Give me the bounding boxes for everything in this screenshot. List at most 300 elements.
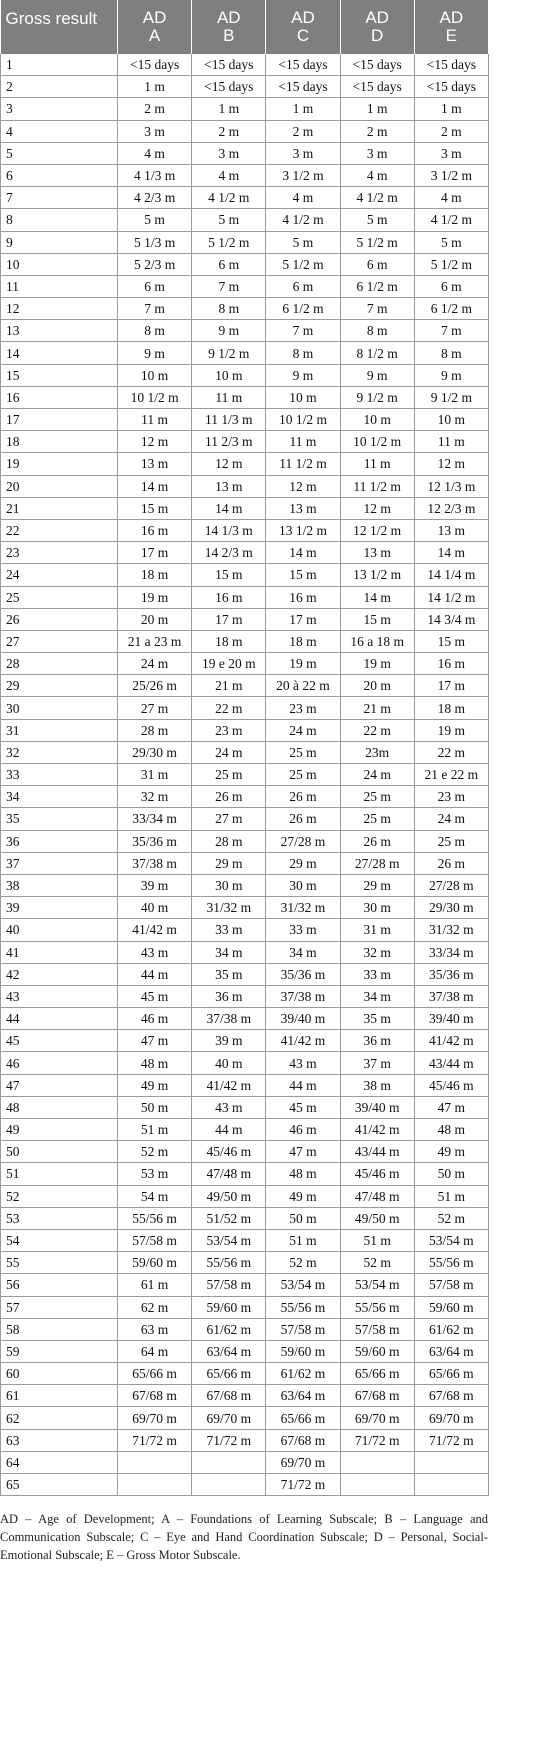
age-cell-b: 16 m [192, 586, 266, 608]
table-row [1, 1207, 489, 1229]
table-row [1, 54, 489, 76]
header-ad-label: AD [142, 8, 167, 27]
age-cell-a: 8 m [118, 320, 192, 342]
age-cell-e: 48 m [414, 1119, 488, 1141]
age-cell-d: 4 1/2 m [340, 187, 414, 209]
table-row [1, 519, 489, 541]
table-row [1, 1030, 489, 1052]
age-cell-e: 21 e 22 m [414, 764, 488, 786]
age-cell-c: 49 m [266, 1185, 340, 1207]
age-cell-a: 9 m [118, 342, 192, 364]
age-cell-a: 69/70 m [118, 1407, 192, 1429]
age-cell-d: 25 m [340, 786, 414, 808]
age-cell-d: 13 1/2 m [340, 564, 414, 586]
age-cell-b: 39 m [192, 1030, 266, 1052]
age-cell-a: 13 m [118, 453, 192, 475]
age-cell-b: 33 m [192, 919, 266, 941]
age-cell-c: 26 m [266, 786, 340, 808]
gross-result-cell: 5 [1, 142, 118, 164]
header-ad-a [118, 0, 192, 54]
table-row [1, 919, 489, 941]
age-cell-a: 59/60 m [118, 1252, 192, 1274]
age-cell-e: 14 m [414, 542, 488, 564]
age-cell-b: <15 days [192, 54, 266, 76]
gross-result-cell: 19 [1, 453, 118, 475]
age-cell-b: 25 m [192, 764, 266, 786]
age-cell-b: 7 m [192, 275, 266, 297]
age-cell-c: 52 m [266, 1252, 340, 1274]
gross-result-cell: 44 [1, 1008, 118, 1030]
age-cell-a: 24 m [118, 653, 192, 675]
age-cell-c: 6 1/2 m [266, 298, 340, 320]
gross-result-cell: 52 [1, 1185, 118, 1207]
table-row [1, 586, 489, 608]
gross-result-cell: 15 [1, 364, 118, 386]
age-cell-c: 8 m [266, 342, 340, 364]
age-cell-a: 20 m [118, 608, 192, 630]
age-cell-b: <15 days [192, 76, 266, 98]
gross-result-cell: 43 [1, 985, 118, 1007]
age-cell-a [118, 1474, 192, 1496]
age-cell-d: 49/50 m [340, 1207, 414, 1229]
age-cell-d: 9 m [340, 364, 414, 386]
age-cell-c: <15 days [266, 76, 340, 98]
age-cell-e: 52 m [414, 1207, 488, 1229]
age-cell-e: 12 1/3 m [414, 475, 488, 497]
age-cell-b: 49/50 m [192, 1185, 266, 1207]
table-row [1, 786, 489, 808]
age-cell-b: 34 m [192, 941, 266, 963]
gross-result-cell: 59 [1, 1340, 118, 1362]
age-cell-e: 55/56 m [414, 1252, 488, 1274]
age-cell-c: 19 m [266, 653, 340, 675]
age-cell-d [340, 1474, 414, 1496]
gross-result-cell: 58 [1, 1318, 118, 1340]
age-cell-c: 9 m [266, 364, 340, 386]
age-cell-d: 29 m [340, 874, 414, 896]
age-cell-b: 4 m [192, 164, 266, 186]
age-cell-a: 17 m [118, 542, 192, 564]
age-cell-e: 59/60 m [414, 1296, 488, 1318]
age-cell-b: 2 m [192, 120, 266, 142]
age-cell-d: 20 m [340, 675, 414, 697]
age-cell-e: 41/42 m [414, 1030, 488, 1052]
gross-result-cell: 31 [1, 719, 118, 741]
table-row [1, 697, 489, 719]
gross-result-cell: 16 [1, 386, 118, 408]
table-row [1, 1385, 489, 1407]
age-cell-c: 5 m [266, 231, 340, 253]
age-cell-b: 24 m [192, 741, 266, 763]
gross-result-cell: 36 [1, 830, 118, 852]
gross-result-cell: 65 [1, 1474, 118, 1496]
age-cell-b: 27 m [192, 808, 266, 830]
age-cell-a: 44 m [118, 963, 192, 985]
header-subscale-letter: E [445, 26, 458, 45]
age-cell-a: 57/58 m [118, 1229, 192, 1251]
age-cell-d: 31 m [340, 919, 414, 941]
table-row [1, 1407, 489, 1429]
table-row [1, 164, 489, 186]
table-row [1, 830, 489, 852]
age-cell-b: 51/52 m [192, 1207, 266, 1229]
age-cell-b: 37/38 m [192, 1008, 266, 1030]
age-cell-b: 53/54 m [192, 1229, 266, 1251]
age-cell-e: 12 m [414, 453, 488, 475]
age-cell-e: 29/30 m [414, 897, 488, 919]
table-row [1, 1318, 489, 1340]
gross-result-cell: 23 [1, 542, 118, 564]
table-row [1, 630, 489, 652]
age-cell-a: 15 m [118, 497, 192, 519]
age-cell-d: 71/72 m [340, 1429, 414, 1451]
age-cell-a: 33/34 m [118, 808, 192, 830]
age-cell-a: 41/42 m [118, 919, 192, 941]
header-ad-label: AD [439, 8, 464, 27]
age-cell-e: 3 m [414, 142, 488, 164]
gross-result-cell: 21 [1, 497, 118, 519]
age-cell-c: 27/28 m [266, 830, 340, 852]
gross-result-cell: 55 [1, 1252, 118, 1274]
age-cell-b: 67/68 m [192, 1385, 266, 1407]
table-row [1, 1429, 489, 1451]
age-cell-a: 32 m [118, 786, 192, 808]
table-row [1, 475, 489, 497]
age-cell-c: 29 m [266, 852, 340, 874]
age-cell-c: 15 m [266, 564, 340, 586]
age-cell-a: 19 m [118, 586, 192, 608]
gross-result-cell: 49 [1, 1119, 118, 1141]
age-cell-a: 45 m [118, 985, 192, 1007]
age-cell-a: 67/68 m [118, 1385, 192, 1407]
table-row [1, 1096, 489, 1118]
age-cell-d: 6 m [340, 253, 414, 275]
header-ad-e [414, 0, 488, 54]
age-cell-d: 1 m [340, 98, 414, 120]
gross-result-cell: 26 [1, 608, 118, 630]
table-row [1, 1363, 489, 1385]
age-cell-a: 6 m [118, 275, 192, 297]
gross-result-cell: 53 [1, 1207, 118, 1229]
gross-result-cell: 4 [1, 120, 118, 142]
age-cell-d: 8 m [340, 320, 414, 342]
age-cell-c: 24 m [266, 719, 340, 741]
header-subscale-letter: C [296, 26, 310, 45]
gross-result-cell: 51 [1, 1163, 118, 1185]
age-cell-e: 9 m [414, 364, 488, 386]
age-cell-e: 49 m [414, 1141, 488, 1163]
age-cell-d: 35 m [340, 1008, 414, 1030]
gross-result-cell: 39 [1, 897, 118, 919]
age-cell-e: 6 1/2 m [414, 298, 488, 320]
gross-result-cell: 11 [1, 275, 118, 297]
age-cell-c: 3 1/2 m [266, 164, 340, 186]
age-cell-b: 29 m [192, 852, 266, 874]
age-cell-e: 9 1/2 m [414, 386, 488, 408]
age-cell-c: 13 m [266, 497, 340, 519]
age-cell-a: 50 m [118, 1096, 192, 1118]
age-cell-e: 27/28 m [414, 874, 488, 896]
age-cell-d: 32 m [340, 941, 414, 963]
age-cell-d: 5 1/2 m [340, 231, 414, 253]
age-cell-d: 11 m [340, 453, 414, 475]
table-row [1, 364, 489, 386]
table-row [1, 1119, 489, 1141]
age-cell-d: 38 m [340, 1074, 414, 1096]
header-subscale-letter: A [148, 26, 161, 45]
age-cell-d: 41/42 m [340, 1119, 414, 1141]
table-row [1, 564, 489, 586]
gross-result-cell: 33 [1, 764, 118, 786]
age-cell-c: 61/62 m [266, 1363, 340, 1385]
age-cell-a: 48 m [118, 1052, 192, 1074]
gross-result-cell: 50 [1, 1141, 118, 1163]
age-cell-a: 46 m [118, 1008, 192, 1030]
age-cell-e [414, 1451, 488, 1473]
age-cell-c: 43 m [266, 1052, 340, 1074]
age-cell-b: 10 m [192, 364, 266, 386]
age-cell-a: 55/56 m [118, 1207, 192, 1229]
age-cell-a: 2 m [118, 98, 192, 120]
age-cell-d: 65/66 m [340, 1363, 414, 1385]
age-cell-a: 35/36 m [118, 830, 192, 852]
age-cell-b: 22 m [192, 697, 266, 719]
age-cell-c: 17 m [266, 608, 340, 630]
age-cell-c: 11 1/2 m [266, 453, 340, 475]
table-row [1, 1451, 489, 1473]
age-cell-c: 65/66 m [266, 1407, 340, 1429]
age-cell-a: 71/72 m [118, 1429, 192, 1451]
age-cell-a: 43 m [118, 941, 192, 963]
age-cell-e: 61/62 m [414, 1318, 488, 1340]
gross-result-cell: 56 [1, 1274, 118, 1296]
table-row [1, 764, 489, 786]
gross-result-cell: 60 [1, 1363, 118, 1385]
age-cell-e: 22 m [414, 741, 488, 763]
age-cell-a: 16 m [118, 519, 192, 541]
gross-result-cell: 45 [1, 1030, 118, 1052]
age-cell-b: 11 m [192, 386, 266, 408]
age-cell-c: 3 m [266, 142, 340, 164]
age-cell-a: 64 m [118, 1340, 192, 1362]
age-cell-b: 59/60 m [192, 1296, 266, 1318]
age-cell-a: 49 m [118, 1074, 192, 1096]
age-cell-d: 23m [340, 741, 414, 763]
age-cell-b: 19 e 20 m [192, 653, 266, 675]
age-cell-c: 71/72 m [266, 1474, 340, 1496]
table-row [1, 453, 489, 475]
age-cell-c: 45 m [266, 1096, 340, 1118]
age-cell-a: 65/66 m [118, 1363, 192, 1385]
gross-result-cell: 1 [1, 54, 118, 76]
age-cell-d: 4 m [340, 164, 414, 186]
age-cell-e: 12 2/3 m [414, 497, 488, 519]
table-row [1, 231, 489, 253]
age-cell-e: 63/64 m [414, 1340, 488, 1362]
age-cell-b: 21 m [192, 675, 266, 697]
age-cell-b: 17 m [192, 608, 266, 630]
age-cell-a: 7 m [118, 298, 192, 320]
age-cell-d: 57/58 m [340, 1318, 414, 1340]
age-cell-c: 25 m [266, 764, 340, 786]
gross-result-cell: 2 [1, 76, 118, 98]
age-cell-d: 67/68 m [340, 1385, 414, 1407]
gross-result-cell: 46 [1, 1052, 118, 1074]
age-cell-a: 29/30 m [118, 741, 192, 763]
table-row [1, 542, 489, 564]
age-cell-d: 47/48 m [340, 1185, 414, 1207]
age-cell-a: 11 m [118, 409, 192, 431]
age-cell-d: 16 a 18 m [340, 630, 414, 652]
age-cell-e: 47 m [414, 1096, 488, 1118]
age-cell-e: 11 m [414, 431, 488, 453]
age-cell-b: 14 1/3 m [192, 519, 266, 541]
table-row [1, 120, 489, 142]
age-cell-b: 14 2/3 m [192, 542, 266, 564]
age-cell-d: 12 m [340, 497, 414, 519]
age-cell-c: 23 m [266, 697, 340, 719]
age-cell-c: 13 1/2 m [266, 519, 340, 541]
age-cell-c: 59/60 m [266, 1340, 340, 1362]
table-row [1, 608, 489, 630]
gross-result-cell: 34 [1, 786, 118, 808]
age-cell-b: 5 m [192, 209, 266, 231]
table-row [1, 741, 489, 763]
header-ad-label: AD [291, 8, 315, 27]
age-cell-c: 4 1/2 m [266, 209, 340, 231]
age-cell-c: 41/42 m [266, 1030, 340, 1052]
gross-result-cell: 7 [1, 187, 118, 209]
gross-result-cell: 48 [1, 1096, 118, 1118]
gross-result-cell: 47 [1, 1074, 118, 1096]
age-cell-b: 1 m [192, 98, 266, 120]
age-cell-a: 3 m [118, 120, 192, 142]
age-cell-c: 34 m [266, 941, 340, 963]
age-cell-d: 33 m [340, 963, 414, 985]
table-row [1, 431, 489, 453]
table-row [1, 275, 489, 297]
age-cell-d: 11 1/2 m [340, 475, 414, 497]
age-cell-a: 4 m [118, 142, 192, 164]
age-cell-d: 30 m [340, 897, 414, 919]
age-cell-e: 39/40 m [414, 1008, 488, 1030]
age-cell-d: 2 m [340, 120, 414, 142]
age-cell-b: 45/46 m [192, 1141, 266, 1163]
age-cell-a: 12 m [118, 431, 192, 453]
age-cell-c: 18 m [266, 630, 340, 652]
gross-result-cell: 25 [1, 586, 118, 608]
gross-result-cell: 6 [1, 164, 118, 186]
age-cell-d: 34 m [340, 985, 414, 1007]
age-cell-d: 24 m [340, 764, 414, 786]
age-cell-b: 65/66 m [192, 1363, 266, 1385]
age-cell-d: 26 m [340, 830, 414, 852]
age-cell-e: 13 m [414, 519, 488, 541]
age-cell-c: 39/40 m [266, 1008, 340, 1030]
age-cell-a: 51 m [118, 1119, 192, 1141]
age-cell-a: 53 m [118, 1163, 192, 1185]
table-row [1, 852, 489, 874]
age-cell-d: 19 m [340, 653, 414, 675]
age-cell-d: <15 days [340, 76, 414, 98]
age-cell-c: 30 m [266, 874, 340, 896]
age-cell-a: 14 m [118, 475, 192, 497]
age-cell-e: 14 1/2 m [414, 586, 488, 608]
age-cell-c: 10 m [266, 386, 340, 408]
age-cell-c: 2 m [266, 120, 340, 142]
age-cell-e: 65/66 m [414, 1363, 488, 1385]
gross-result-cell: 24 [1, 564, 118, 586]
table-row [1, 1185, 489, 1207]
age-cell-b: 55/56 m [192, 1252, 266, 1274]
table-row [1, 1340, 489, 1362]
age-cell-c: 4 m [266, 187, 340, 209]
age-cell-c: 11 m [266, 431, 340, 453]
age-cell-a: 39 m [118, 874, 192, 896]
age-cell-a: 4 1/3 m [118, 164, 192, 186]
age-cell-c: 46 m [266, 1119, 340, 1141]
table-row [1, 941, 489, 963]
age-cell-a: <15 days [118, 54, 192, 76]
age-cell-d: 3 m [340, 142, 414, 164]
age-cell-c: 53/54 m [266, 1274, 340, 1296]
gross-result-cell: 13 [1, 320, 118, 342]
age-cell-e: 53/54 m [414, 1229, 488, 1251]
gross-result-cell: 29 [1, 675, 118, 697]
table-row [1, 874, 489, 896]
age-cell-b: 9 m [192, 320, 266, 342]
age-cell-b: 8 m [192, 298, 266, 320]
age-cell-a: 63 m [118, 1318, 192, 1340]
age-cell-c: 57/58 m [266, 1318, 340, 1340]
age-cell-d: 22 m [340, 719, 414, 741]
age-cell-e: 25 m [414, 830, 488, 852]
age-cell-b: 43 m [192, 1096, 266, 1118]
gross-result-cell: 37 [1, 852, 118, 874]
age-cell-c: 25 m [266, 741, 340, 763]
age-cell-d: 39/40 m [340, 1096, 414, 1118]
gross-result-cell: 61 [1, 1385, 118, 1407]
age-cell-e: 17 m [414, 675, 488, 697]
age-cell-e: 69/70 m [414, 1407, 488, 1429]
age-cell-e: 10 m [414, 409, 488, 431]
age-cell-d: 43/44 m [340, 1141, 414, 1163]
header-ad-c [266, 0, 340, 54]
age-cell-c: 47 m [266, 1141, 340, 1163]
header-subscale-letter: B [223, 26, 235, 45]
age-cell-e: 15 m [414, 630, 488, 652]
gross-result-cell: 18 [1, 431, 118, 453]
age-cell-b: 61/62 m [192, 1318, 266, 1340]
table-row [1, 209, 489, 231]
table-row [1, 1074, 489, 1096]
age-cell-d: 15 m [340, 608, 414, 630]
gross-result-cell: 54 [1, 1229, 118, 1251]
age-cell-e: 6 m [414, 275, 488, 297]
age-cell-a: 47 m [118, 1030, 192, 1052]
age-cell-e: 31/32 m [414, 919, 488, 941]
table-row [1, 253, 489, 275]
age-cell-b: 26 m [192, 786, 266, 808]
age-cell-c: 44 m [266, 1074, 340, 1096]
age-cell-a: 10 m [118, 364, 192, 386]
table-row [1, 897, 489, 919]
gross-result-cell: 63 [1, 1429, 118, 1451]
gross-result-cell: 14 [1, 342, 118, 364]
age-cell-e: 4 1/2 m [414, 209, 488, 231]
table-row [1, 298, 489, 320]
age-cell-d: 8 1/2 m [340, 342, 414, 364]
